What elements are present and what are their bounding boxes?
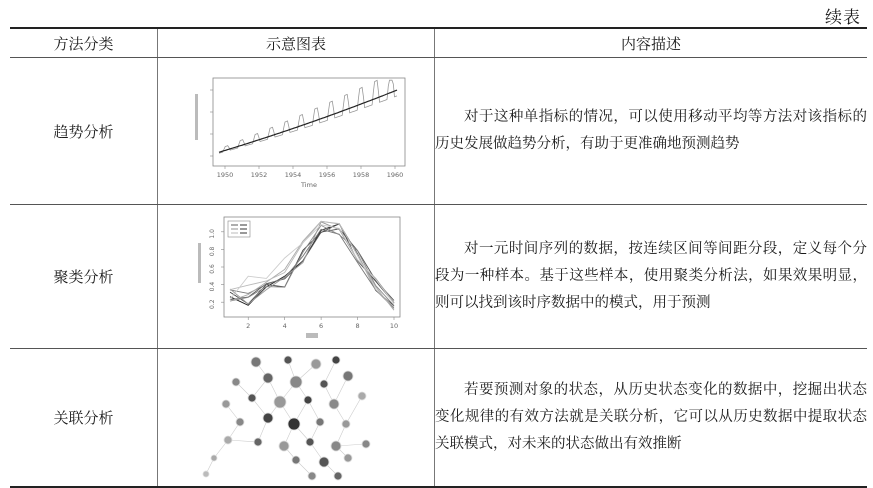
network-node	[311, 359, 321, 369]
x-tick-label: 10	[389, 321, 399, 330]
header-method: 方法分类	[10, 28, 158, 58]
y-tick-label: 1.0	[209, 228, 216, 239]
network-node	[290, 376, 302, 388]
network-node	[232, 378, 240, 386]
network-node	[288, 418, 300, 430]
network-node	[236, 418, 244, 426]
network-node	[292, 456, 300, 464]
x-axis-label: Time	[301, 181, 317, 189]
x-tick-label: 1960	[386, 171, 404, 179]
network-node	[344, 454, 352, 462]
network-node	[362, 440, 370, 448]
network-node	[284, 356, 292, 364]
x-tick-label: 6	[319, 321, 324, 330]
x-tick-label: 1954	[284, 171, 302, 179]
table-row	[10, 349, 867, 488]
category-trend: 趋势分析	[10, 58, 158, 205]
network-node	[334, 472, 342, 480]
series-line	[219, 80, 397, 153]
table-row	[10, 205, 867, 349]
x-tick-label: 1950	[216, 171, 234, 179]
network-node	[306, 438, 314, 446]
network-node	[308, 472, 316, 480]
network-node	[331, 441, 341, 451]
x-tick-label: 1958	[352, 171, 370, 179]
legend-text-mark	[240, 228, 247, 230]
network-node	[211, 455, 217, 461]
network-node	[254, 438, 262, 446]
x-tick-label: 2	[246, 321, 251, 330]
y-tick-label: 0.8	[209, 246, 216, 256]
description-trend: 对于这种单指标的情况，可以使用移动平均等方法对该指标的历史发展做趋势分析，有助于更准确地预测趋势	[435, 58, 868, 205]
header-chart: 示意图表	[158, 28, 435, 58]
network-node	[248, 394, 256, 402]
network-node	[319, 457, 329, 467]
network-node	[251, 357, 261, 367]
y-tick-label: 0.4	[209, 281, 216, 291]
network-node	[263, 373, 273, 383]
description-association: 若要预测对象的状态，从历史状态变化的数据中，挖掘出状态变化规律的有效方法就是关联分析，它可以从历史数据中提取状态关联模式，对未来的状态做出有效推断	[435, 349, 868, 488]
y-tick-label: 0.2	[209, 298, 216, 309]
x-axis-label	[306, 333, 318, 338]
x-tick-label: 1952	[250, 171, 268, 179]
network-node	[274, 396, 286, 408]
network-node	[342, 420, 350, 428]
trend-chart	[181, 72, 411, 190]
figure-cell	[158, 58, 435, 205]
figure-cell	[158, 205, 435, 349]
y-tick-label: 0.6	[209, 263, 216, 274]
network-node	[343, 371, 353, 381]
network-edge	[228, 440, 258, 442]
legend-text-mark	[240, 232, 247, 234]
network-node	[304, 396, 312, 404]
x-tick-label: 1956	[318, 171, 336, 179]
table-row	[10, 58, 867, 205]
description-cluster: 对一元时间序列的数据，按连续区间等间距分段，定义每个分段为一种样本。基于这些样本，使用聚类分析法，如果效果明显，则可以找到该时序数据中的模式，用于预测	[435, 205, 868, 349]
x-tick-label: 4	[282, 321, 287, 330]
network-node	[222, 400, 230, 408]
network-node	[263, 413, 273, 423]
plot-frame	[213, 78, 405, 166]
category-cluster: 聚类分析	[10, 205, 158, 349]
network-node	[203, 471, 209, 477]
methods-table	[10, 27, 867, 488]
network-node	[358, 392, 366, 400]
y-axis-label	[198, 243, 201, 283]
network-graph	[196, 352, 396, 484]
network-edge	[346, 396, 362, 424]
network-node	[329, 399, 339, 409]
network-node	[279, 441, 289, 451]
legend-text-mark	[240, 224, 247, 226]
moving-average-line	[219, 90, 397, 152]
network-node	[332, 356, 340, 364]
category-association: 关联分析	[10, 349, 158, 488]
y-axis-label	[195, 94, 198, 140]
network-node	[320, 380, 328, 388]
header-description: 内容描述	[435, 28, 868, 58]
cluster-series-line	[230, 225, 394, 305]
network-node	[224, 436, 232, 444]
network-node	[316, 418, 324, 426]
table-caption: 续表	[825, 8, 861, 28]
cluster-chart	[186, 213, 406, 341]
figure-cell	[158, 349, 435, 488]
x-tick-label: 8	[355, 321, 360, 330]
